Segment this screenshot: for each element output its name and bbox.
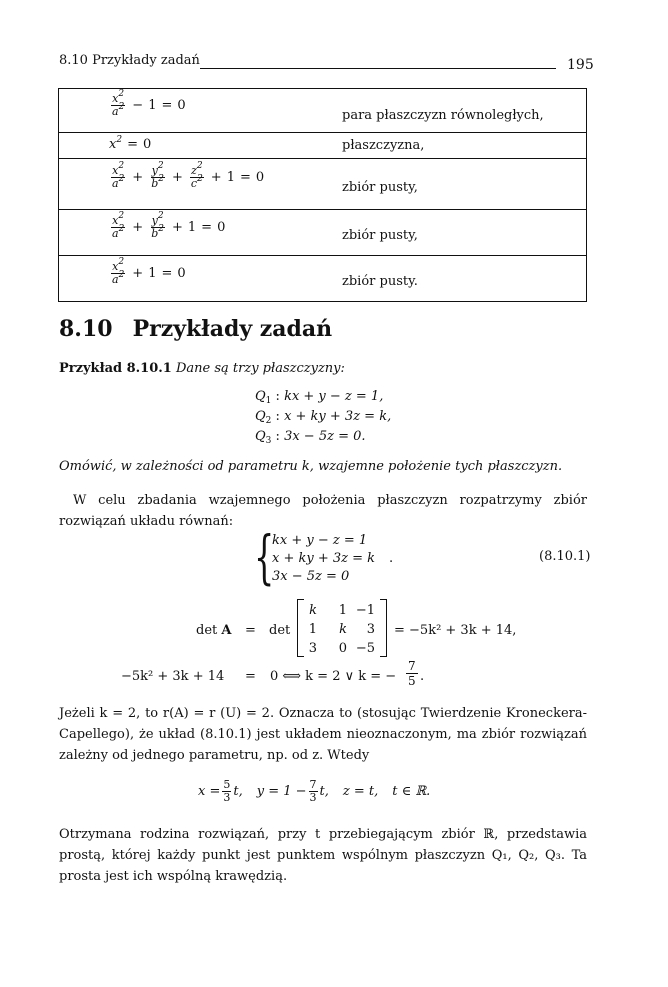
matrix-cell: 3 bbox=[366, 622, 375, 637]
section-number: 8.10 bbox=[59, 316, 113, 342]
table-description: para płaszczyzn równoległych, bbox=[342, 108, 544, 123]
matrix-cell: −5 bbox=[355, 641, 375, 656]
table-description: zbiór pusty, bbox=[342, 228, 418, 243]
table-description: zbiór pusty, bbox=[342, 180, 418, 195]
table-row bbox=[59, 159, 586, 210]
system-equation: kx + y − z = 1 bbox=[272, 533, 368, 548]
system-brace: { bbox=[254, 523, 275, 591]
roots-lhs: −5k² + 3k + 14 bbox=[121, 669, 225, 684]
equation-number: (8.10.1) bbox=[539, 549, 591, 564]
table-row bbox=[59, 89, 586, 133]
table-description: zbiór pusty. bbox=[342, 274, 418, 289]
table-formula: $\frac{x^2}{a^2}$ − 1 = 0 bbox=[112, 89, 186, 118]
roots-fraction: 7 5 bbox=[408, 659, 416, 688]
matrix-cell: k bbox=[309, 603, 317, 618]
example-label: Przykład 8.10.1 bbox=[59, 361, 172, 376]
section-heading bbox=[59, 316, 332, 342]
example-text: Dane są trzy płaszczyzny: bbox=[175, 361, 345, 376]
example-statement bbox=[59, 361, 345, 376]
solution-paragraph: Jeżeli k = 2, to r(A) = r (U) = 2. Oznacza to (stosując Twierdzenie Kroneckera-Capellego), że układ (8.10.1) jest układem nieoznaczonym, ma zbiór rozwiązań zależny od jednego parametru, np. od z. Wtedy bbox=[59, 706, 587, 763]
roots-tail: . bbox=[420, 669, 425, 684]
table-row bbox=[59, 256, 586, 300]
matrix-cell: 3 bbox=[308, 641, 317, 656]
system-equation: x + ky + 3z = k . bbox=[272, 551, 394, 566]
table-formula: $\frac{x^2}{a^2}$ + 1 = 0 bbox=[112, 257, 186, 286]
det-equals: = bbox=[245, 623, 256, 638]
det-result: = −5k² + 3k + 14, bbox=[394, 623, 517, 638]
matrix-cell: 1 bbox=[308, 622, 317, 637]
example-task: Omówić, w zależności od parametru k, wzajemne położenie tych płaszczyzn. bbox=[59, 459, 563, 474]
table-row bbox=[59, 133, 586, 159]
matrix-cell: −1 bbox=[355, 603, 375, 618]
table-row bbox=[59, 210, 586, 256]
table-formula: $\frac{x^2}{a^2}$ + $\frac{y^2}{b^2}$ + $\frac{z^2}{c^2}$ + 1 = 0 bbox=[112, 161, 265, 190]
det-word: det bbox=[269, 623, 291, 638]
table-formula: $x^2$ = 0 bbox=[109, 135, 152, 152]
system-equation: 3x − 5z = 0 bbox=[272, 569, 350, 584]
det-lhs: det A bbox=[196, 623, 232, 638]
matrix-cell: k bbox=[339, 622, 347, 637]
table-formula: $\frac{x^2}{a^2}$ + $\frac{y^2}{b^2}$ + 1 = 0 bbox=[112, 211, 226, 240]
parametric-solution: x = $\frac{5}{3}$ t, y = 1 − $\frac{7}{3}$ t, z = t, t ∈ ℝ. bbox=[198, 778, 431, 804]
plane-equation: $Q_2$ : x + ky + 3z = k, bbox=[255, 409, 392, 426]
header-rule bbox=[200, 68, 556, 69]
table-description: płaszczyzna, bbox=[342, 138, 425, 153]
roots-rhs: 0 ⟺ k = 2 ∨ k = − bbox=[270, 669, 397, 684]
solution-intro: W celu zbadania wzajemnego położenia płaszczyzn rozpatrzymy zbiór rozwiązań układu równań: bbox=[59, 493, 587, 529]
page-number: 195 bbox=[567, 57, 594, 73]
roots-equals: = bbox=[245, 669, 256, 684]
matrix-cell: 0 bbox=[338, 641, 347, 656]
plane-equation: $Q_3$ : 3x − 5z = 0. bbox=[255, 429, 366, 446]
section-title: Przykłady zadań bbox=[132, 316, 333, 342]
running-title: 8.10 Przykłady zadań bbox=[59, 53, 200, 68]
matrix-cell: 1 bbox=[338, 603, 347, 618]
plane-equation: $Q_1$ : kx + y − z = 1, bbox=[255, 389, 384, 406]
solution-paragraph: Otrzymana rodzina rozwiązań, przy t przebiegającym zbiór ℝ, przedstawia prostą, której każdy punkt jest punktem wspólnym płaszczyzn Q₁, Q₂, Q₃. Ta prosta jest ich wspólną krawędzią. bbox=[59, 827, 587, 884]
quadric-cases-table bbox=[58, 88, 587, 302]
matrix-right-bracket bbox=[380, 599, 387, 657]
